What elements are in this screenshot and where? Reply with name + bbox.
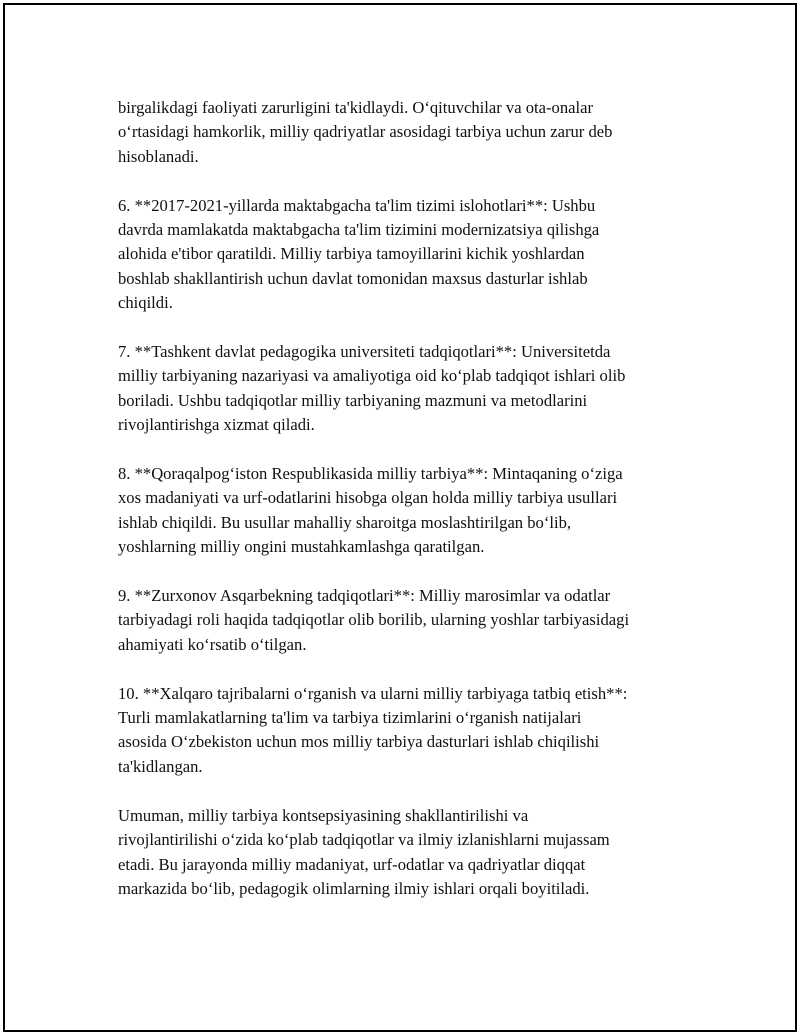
text-line: yoshlarning milliy ongini mustahkamlashga qaratilgan. <box>118 537 485 557</box>
text-line: rivojlantirilishi o‘zida ko‘plab tadqiqotlar va ilmiy izlanishlarni mujassam <box>118 830 610 850</box>
text-line: 7. **Tashkent davlat pedagogika universiteti tadqiqotlari**: Universitetda <box>118 342 611 362</box>
text-line: 8. **Qoraqalpog‘iston Respublikasida milliy tarbiya**: Mintaqaning o‘ziga <box>118 464 623 484</box>
text-line: tarbiyadagi roli haqida tadqiqotlar olib borilib, ularning yoshlar tarbiyasidagi <box>118 610 630 630</box>
page-frame <box>3 3 797 1032</box>
text-line: 6. **2017-2021-yillarda maktabgacha ta'lim tizimi islohotlari**: Ushbu <box>118 195 596 215</box>
text-line: boshlab shakllantirish uchun davlat tomonidan maxsus dasturlar ishlab <box>118 268 588 288</box>
text-line: alohida e'tibor qaratildi. Milliy tarbiya tamoyillarini kichik yoshlardan <box>118 244 585 264</box>
text-line: davrda mamlakatda maktabgacha ta'lim tizimini modernizatsiya qilishga <box>118 220 600 240</box>
list-item-9 <box>118 584 718 657</box>
text-line: boriladi. Ushbu tadqiqotlar milliy tarbiyaning mazmuni va metodlarini <box>118 390 588 410</box>
text-line: 9. **Zurxonov Asqarbekning tadqiqotlari**: Milliy marosimlar va odatlar <box>118 586 611 606</box>
text-line: asosida O‘zbekiston uchun mos milliy tarbiya dasturlari ishlab chiqilishi <box>118 732 600 752</box>
text-line: hisoblanadi. <box>118 146 199 166</box>
list-item-8 <box>118 462 718 560</box>
text-line: birgalikdagi faoliyati zarurligini ta'kidlaydi. O‘qituvchilar va ota-onalar <box>118 98 593 117</box>
text-line: ta'kidlangan. <box>118 756 203 776</box>
list-item-10 <box>118 682 718 780</box>
text-line: milliy tarbiyaning nazariyasi va amaliyotiga oid ko‘plab tadqiqot ishlari olib <box>118 366 626 386</box>
text-line: rivojlantirishga xizmat qiladi. <box>118 415 315 435</box>
text-line: ishlab chiqildi. Bu usullar mahalliy sharoitga moslashtirilgan bo‘lib, <box>118 512 572 532</box>
text-line: Umuman, milliy tarbiya kontsepsiyasining shakllantirilishi va <box>118 805 529 825</box>
text-line: xos madaniyati va urf-odatlarini hisobga olgan holda milliy tarbiya usullari <box>118 488 618 508</box>
text-line: markazida bo‘lib, pedagogik olimlarning ilmiy ishlari orqali boyitiladi. <box>118 878 590 898</box>
list-item-6 <box>118 194 718 316</box>
text-line: ahamiyati ko‘rsatib o‘tilgan. <box>118 634 307 654</box>
document-body <box>118 96 718 926</box>
text-line: o‘rtasidagi hamkorlik, milliy qadriyatlar asosidagi tarbiya uchun zarur deb <box>118 122 613 142</box>
text-line: 10. **Xalqaro tajribalarni o‘rganish va ularni milliy tarbiyaga tatbiq etish**: <box>118 683 628 703</box>
conclusion-paragraph <box>118 804 718 902</box>
list-item-7 <box>118 340 718 438</box>
text-line: Turli mamlakatlarning ta'lim va tarbiya tizimlarini o‘rganish natijalari <box>118 708 582 728</box>
paragraph-continuation <box>118 96 718 169</box>
text-line: chiqildi. <box>118 293 173 313</box>
text-line: etadi. Bu jarayonda milliy madaniyat, urf-odatlar va qadriyatlar diqqat <box>118 854 586 874</box>
